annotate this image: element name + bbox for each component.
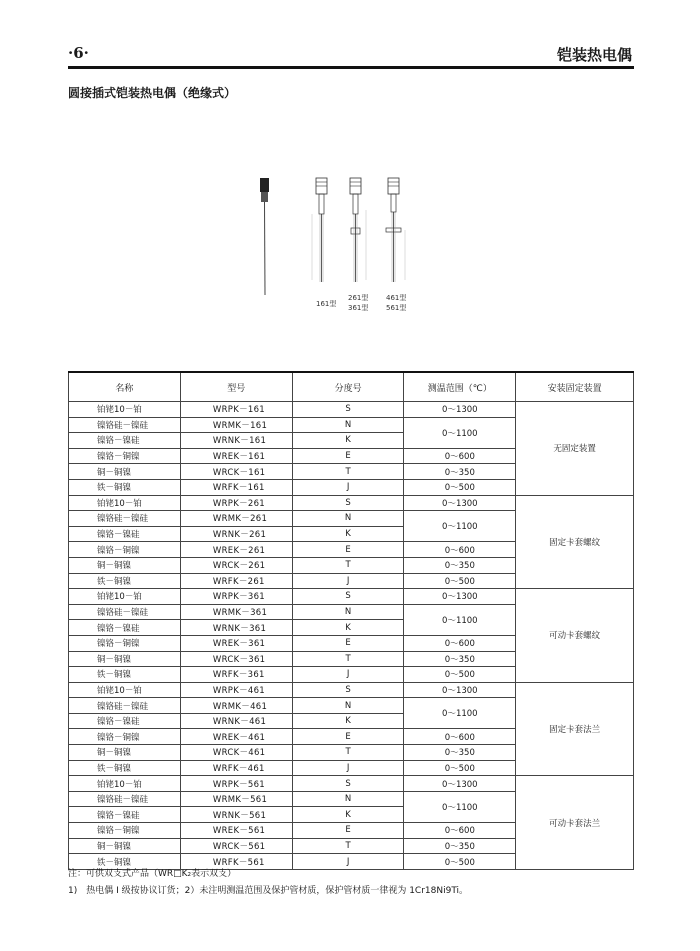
cell-model: WRNK－561 <box>180 807 292 823</box>
cell-temp-range: 0～1100 <box>404 791 516 822</box>
cell-graduation: E <box>292 823 404 839</box>
cell-temp-range: 0～350 <box>404 557 516 573</box>
cell-mounting: 可动卡套法兰 <box>516 776 634 870</box>
table-row <box>69 402 634 418</box>
cell-graduation: E <box>292 542 404 558</box>
cell-graduation: K <box>292 713 404 729</box>
cell-model: WRNK－161 <box>180 433 292 449</box>
cell-name: 镍铬－铜镍 <box>69 729 181 745</box>
cell-temp-range: 0～500 <box>404 760 516 776</box>
cell-model: WREK－361 <box>180 635 292 651</box>
cell-graduation: T <box>292 557 404 573</box>
thermocouple-461-drawing <box>386 178 405 282</box>
cell-graduation: E <box>292 448 404 464</box>
header-graduation: 分度号 <box>292 372 404 402</box>
cell-model: WRFK－261 <box>180 573 292 589</box>
header-mounting: 安装固定装置 <box>516 372 634 402</box>
table-row <box>69 589 634 605</box>
figure-label-461: 461型 <box>386 294 407 302</box>
thermocouple-figure <box>240 170 440 320</box>
cell-model: WRPK－461 <box>180 682 292 698</box>
section-title: 圆接插式铠装热电偶（绝缘式） <box>68 86 237 100</box>
cell-temp-range: 0～500 <box>404 854 516 870</box>
figure-label-161: 161型 <box>316 300 337 308</box>
cell-temp-range: 0～600 <box>404 635 516 651</box>
header-name: 名称 <box>69 372 181 402</box>
cell-temp-range: 0～600 <box>404 823 516 839</box>
cell-name: 铁－铜镍 <box>69 760 181 776</box>
cell-graduation: N <box>292 791 404 807</box>
cell-graduation: T <box>292 651 404 667</box>
cell-graduation: S <box>292 589 404 605</box>
cell-name: 铜－铜镍 <box>69 464 181 480</box>
cell-name: 铁－铜镍 <box>69 479 181 495</box>
cell-model: WRPK－561 <box>180 776 292 792</box>
cell-model: WRCK－461 <box>180 745 292 761</box>
cell-temp-range: 0～1100 <box>404 511 516 542</box>
cell-temp-range: 0～600 <box>404 729 516 745</box>
cell-model: WREK－261 <box>180 542 292 558</box>
header-rule <box>68 66 634 69</box>
cell-name: 镍铬－镍硅 <box>69 620 181 636</box>
cell-mounting: 固定卡套法兰 <box>516 682 634 776</box>
cell-model: WRFK－161 <box>180 479 292 495</box>
cell-model: WRMK－361 <box>180 604 292 620</box>
cell-model: WRFK－361 <box>180 667 292 683</box>
cell-name: 镍铬－镍硅 <box>69 433 181 449</box>
cell-name: 镍铬－镍硅 <box>69 713 181 729</box>
cell-name: 铁－铜镍 <box>69 573 181 589</box>
cell-mounting: 固定卡套螺纹 <box>516 495 634 589</box>
cell-model: WREK－161 <box>180 448 292 464</box>
header-model: 型号 <box>180 372 292 402</box>
note-line-2: 1) 热电偶 I 级按协议订货；2）未注明测温范围及保护管材质，保护管材质一律视为 1Cr18Ni9Ti。 <box>68 886 469 896</box>
cell-name: 铜－铜镍 <box>69 651 181 667</box>
table-body <box>69 402 634 870</box>
cell-graduation: J <box>292 760 404 776</box>
cell-model: WRCK－561 <box>180 838 292 854</box>
cell-graduation: S <box>292 402 404 418</box>
cell-model: WRCK－161 <box>180 464 292 480</box>
cell-mounting: 可动卡套螺纹 <box>516 589 634 683</box>
cell-graduation: K <box>292 526 404 542</box>
cell-graduation: K <box>292 620 404 636</box>
cell-name: 镍铬硅－镍硅 <box>69 511 181 527</box>
cell-model: WRFK－561 <box>180 854 292 870</box>
cell-model: WRCK－261 <box>180 557 292 573</box>
cell-graduation: T <box>292 464 404 480</box>
cell-model: WREK－461 <box>180 729 292 745</box>
cell-name: 镍铬硅－镍硅 <box>69 791 181 807</box>
cell-name: 铜－铜镍 <box>69 745 181 761</box>
cell-graduation: N <box>292 698 404 714</box>
cell-model: WRFK－461 <box>180 760 292 776</box>
cell-temp-range: 0～500 <box>404 667 516 683</box>
cell-temp-range: 0～1300 <box>404 776 516 792</box>
cell-graduation: S <box>292 776 404 792</box>
cell-temp-range: 0～1100 <box>404 604 516 635</box>
header-temp-range: 测温范围（℃） <box>404 372 516 402</box>
cell-name: 铜－铜镍 <box>69 557 181 573</box>
cell-temp-range: 0～1100 <box>404 417 516 448</box>
cell-graduation: T <box>292 838 404 854</box>
cell-model: WRNK－461 <box>180 713 292 729</box>
cell-model: WRNK－361 <box>180 620 292 636</box>
cell-name: 铂铑10－铂 <box>69 402 181 418</box>
cell-graduation: N <box>292 417 404 433</box>
cell-temp-range: 0～600 <box>404 542 516 558</box>
cell-name: 铂铑10－铂 <box>69 682 181 698</box>
table-row <box>69 776 634 792</box>
cell-graduation: T <box>292 745 404 761</box>
cell-model: WRMK－261 <box>180 511 292 527</box>
cell-mounting: 无固定装置 <box>516 402 634 496</box>
cell-name: 镍铬－镍硅 <box>69 807 181 823</box>
table-row <box>69 682 634 698</box>
cell-temp-range: 0～1300 <box>404 495 516 511</box>
page-number: ·6· <box>68 44 89 62</box>
cell-graduation: N <box>292 511 404 527</box>
cell-graduation: K <box>292 807 404 823</box>
cell-name: 镍铬硅－镍硅 <box>69 698 181 714</box>
cell-model: WRPK－361 <box>180 589 292 605</box>
cell-name: 镍铬－镍硅 <box>69 526 181 542</box>
cell-name: 铂铑10－铂 <box>69 776 181 792</box>
cell-name: 铜－铜镍 <box>69 838 181 854</box>
cell-model: WRCK－361 <box>180 651 292 667</box>
thermocouple-361-drawing <box>350 178 366 282</box>
figure-label-361: 361型 <box>348 304 369 312</box>
cell-temp-range: 0～350 <box>404 651 516 667</box>
cell-name: 铁－铜镍 <box>69 667 181 683</box>
cell-temp-range: 0～1300 <box>404 589 516 605</box>
thermocouple-161-drawing <box>260 178 269 295</box>
cell-temp-range: 0～350 <box>404 838 516 854</box>
cell-model: WRNK－261 <box>180 526 292 542</box>
cell-model: WRMK－161 <box>180 417 292 433</box>
cell-graduation: J <box>292 573 404 589</box>
cell-graduation: J <box>292 667 404 683</box>
cell-name: 镍铬硅－镍硅 <box>69 604 181 620</box>
cell-graduation: K <box>292 433 404 449</box>
cell-name: 铂铑10－铂 <box>69 495 181 511</box>
cell-temp-range: 0～500 <box>404 573 516 589</box>
cell-graduation: J <box>292 479 404 495</box>
cell-temp-range: 0～1100 <box>404 698 516 729</box>
cell-name: 镍铬－铜镍 <box>69 542 181 558</box>
cell-name: 铂铑10－铂 <box>69 589 181 605</box>
cell-temp-range: 0～600 <box>404 448 516 464</box>
cell-graduation: E <box>292 635 404 651</box>
cell-graduation: N <box>292 604 404 620</box>
cell-model: WRPK－161 <box>180 402 292 418</box>
cell-temp-range: 0～1300 <box>404 402 516 418</box>
cell-name: 镍铬－铜镍 <box>69 823 181 839</box>
cell-temp-range: 0～1300 <box>404 682 516 698</box>
cell-model: WREK－561 <box>180 823 292 839</box>
figure-label-261: 261型 <box>348 294 369 302</box>
cell-graduation: E <box>292 729 404 745</box>
figure-label-561: 561型 <box>386 304 407 312</box>
note-line-1: 注：可供双支式产品（WR□K₂表示双支） <box>68 869 237 879</box>
cell-graduation: S <box>292 682 404 698</box>
table-header-row <box>69 372 634 402</box>
cell-temp-range: 0～500 <box>404 479 516 495</box>
notes <box>68 866 468 900</box>
thermocouple-261-drawing <box>312 178 327 282</box>
cell-model: WRMK－461 <box>180 698 292 714</box>
cell-model: WRMK－561 <box>180 791 292 807</box>
thermocouple-spec-table <box>68 371 634 870</box>
cell-graduation: S <box>292 495 404 511</box>
cell-name: 镍铬－铜镍 <box>69 448 181 464</box>
cell-name: 铁－铜镍 <box>69 854 181 870</box>
cell-name: 镍铬－铜镍 <box>69 635 181 651</box>
cell-temp-range: 0～350 <box>404 745 516 761</box>
table-row <box>69 495 634 511</box>
running-header-title: 铠装热电偶 <box>556 46 632 64</box>
cell-temp-range: 0～350 <box>404 464 516 480</box>
cell-name: 镍铬硅－镍硅 <box>69 417 181 433</box>
cell-graduation: J <box>292 854 404 870</box>
cell-model: WRPK－261 <box>180 495 292 511</box>
